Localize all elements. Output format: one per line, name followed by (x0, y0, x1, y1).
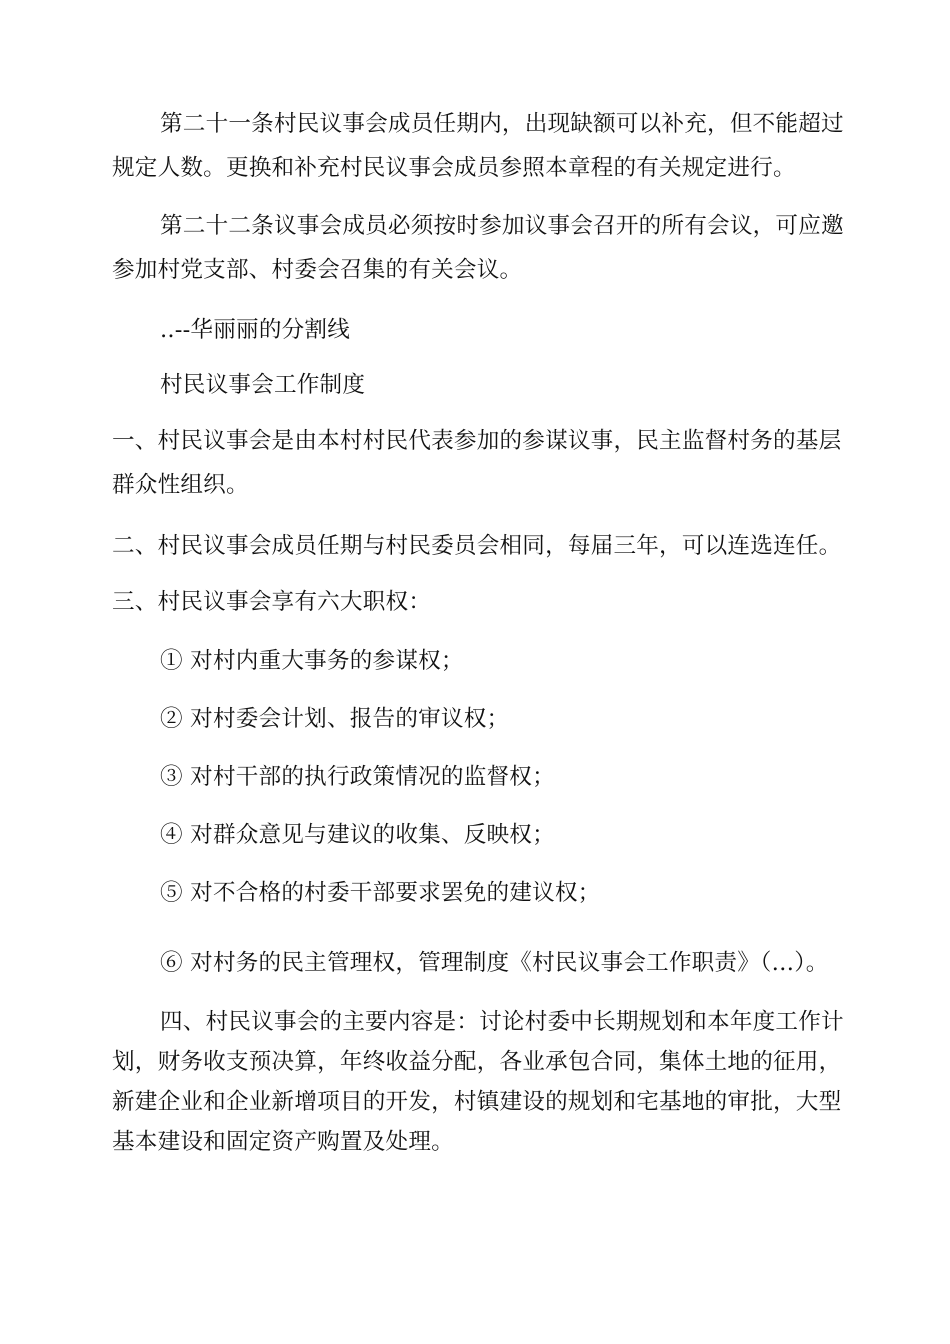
section-2-line: 二、村民议事会成员任期与村民委员会相同，每届三年，可以连选连任。 (112, 533, 842, 559)
section-4-line-4: 基本建设和固定资产购置及处理。 (112, 1129, 454, 1155)
divider-text (112, 311, 832, 349)
section-3-paragraph (112, 583, 832, 621)
power-item-1: ① 对村内重大事务的参谋权； (160, 648, 464, 674)
power-item (112, 642, 832, 680)
section-4-line-3: 新建企业和企业新增项目的开发，村镇建设的规划和宅基地的审批，大型 (112, 1089, 842, 1115)
section-4-line-2: 划，财务收支预决算，年终收益分配，各业承包合同，集体土地的征用， (112, 1049, 842, 1075)
article-22-paragraph (112, 207, 844, 289)
article-21-line-1: 第二十一条村民议事会成员任期内，出现缺额可以补充，但不能超过 (160, 111, 844, 137)
article-21-paragraph (112, 105, 844, 187)
section-1-line-1: 一、村民议事会是由本村村民代表参加的参谋议事，民主监督村务的基层 (112, 428, 842, 454)
power-item (112, 944, 832, 982)
power-item-5: ⑤ 对不合格的村委干部要求罢免的建议权； (160, 880, 601, 906)
power-item-2: ② 对村委会计划、报告的审议权； (160, 706, 510, 732)
article-22-line-1: 第二十二条议事会成员必须按时参加议事会召开的所有会议，可应邀 (160, 213, 844, 239)
section-2-paragraph (112, 527, 842, 565)
section-4-paragraph (112, 1003, 844, 1161)
power-item-6: ⑥ 对村务的民主管理权，管理制度《村民议事会工作职责》（…）。 (160, 950, 829, 976)
article-22-line-2: 参加村党支部、村委会召集的有关会议。 (112, 257, 523, 283)
article-21-line-2: 规定人数。更换和补充村民议事会成员参照本章程的有关规定进行。 (112, 155, 796, 181)
divider-line: ..--华丽丽的分割线 (160, 317, 350, 343)
power-item-4: ④ 对群众意见与建议的收集、反映权； (160, 822, 555, 848)
power-item (112, 700, 832, 738)
section-4-line-1: 四、村民议事会的主要内容是：讨论村委中长期规划和本年度工作计 (160, 1009, 844, 1035)
power-item (112, 816, 832, 854)
heading-text: 村民议事会工作制度 (160, 372, 366, 398)
power-item-3: ③ 对村干部的执行政策情况的监督权； (160, 764, 555, 790)
section-heading (112, 366, 832, 404)
power-item (112, 874, 832, 912)
section-3-line: 三、村民议事会享有六大职权： (112, 589, 432, 615)
section-1-paragraph (112, 422, 842, 504)
section-1-line-2: 群众性组织。 (112, 472, 249, 498)
power-item (112, 758, 832, 796)
